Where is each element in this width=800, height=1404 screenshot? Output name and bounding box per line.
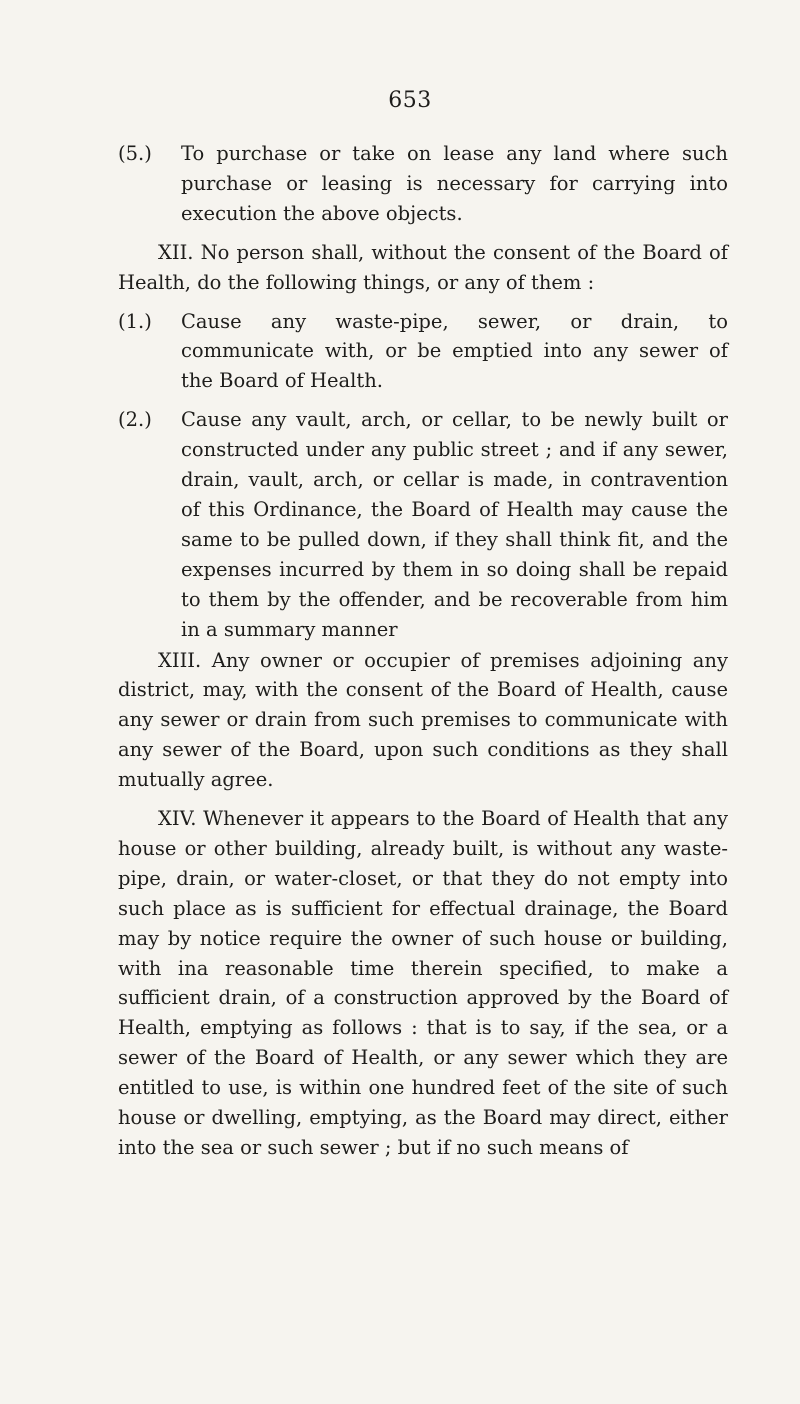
section-xii: XII. No person shall, without the consent of the Board of Health, do the following things, or any of them : (118, 240, 728, 294)
section-xiii: XIII. Any owner or occupier of premises adjoining any district, may, with the consent of the Board of Health, cause any sewer or drain from such premises to communicate with any sewer of the Board, upon such conditions as they shall mutually agree. (118, 648, 728, 792)
clause-number: (2.) (118, 408, 152, 432)
clause-text: Cause any vault, arch, or cellar, to be newly built or constructed under any public street ; and if any sewer, drain, vault, arch, or cellar is made, in contravention of this Ordinance, the Board of Health may cause the same to be pulled down, if they shall think fit, and the expenses incurred by them in so doing shall be repaid to them by the offender, and be recoverable from him in a summary manner (181, 408, 728, 641)
page-body (118, 139, 728, 1172)
clause-number: (5.) (118, 142, 152, 165)
page-number: 653 (388, 88, 432, 113)
clause-text: Cause any waste-pipe, sewer, or drain, to communicate with, or be emptied into any sewer of the Board of Health. (181, 309, 728, 393)
clause-text: To purchase or take on lease any land where such purchase or leasing is necessary for carrying into execution the above objects. (181, 142, 728, 225)
clause-5 (118, 139, 728, 229)
clause-2 (118, 405, 728, 644)
clause-1 (118, 307, 728, 397)
section-xiv: XIV. Whenever it appears to the Board of Health that any house or other building, already built, is without any waste-pipe, drain, or water-closet, or that they do not empty into such place as is sufficient for effectual drainage, the Board may by notice require the owner of such house or building, with ina reasonable time therein specified, to make a sufficient drain, of a construction approved by the Board of Health, emptying as follows : that is to say, if the sea, or a sewer of the Board of Health, or any sewer which they are entitled to use, is within one hundred feet of the site of such house or dwelling, emptying, as the Board may direct, either into the sea or such sewer ; but if no such means of (118, 807, 728, 1159)
clause-number: (1.) (118, 309, 152, 333)
